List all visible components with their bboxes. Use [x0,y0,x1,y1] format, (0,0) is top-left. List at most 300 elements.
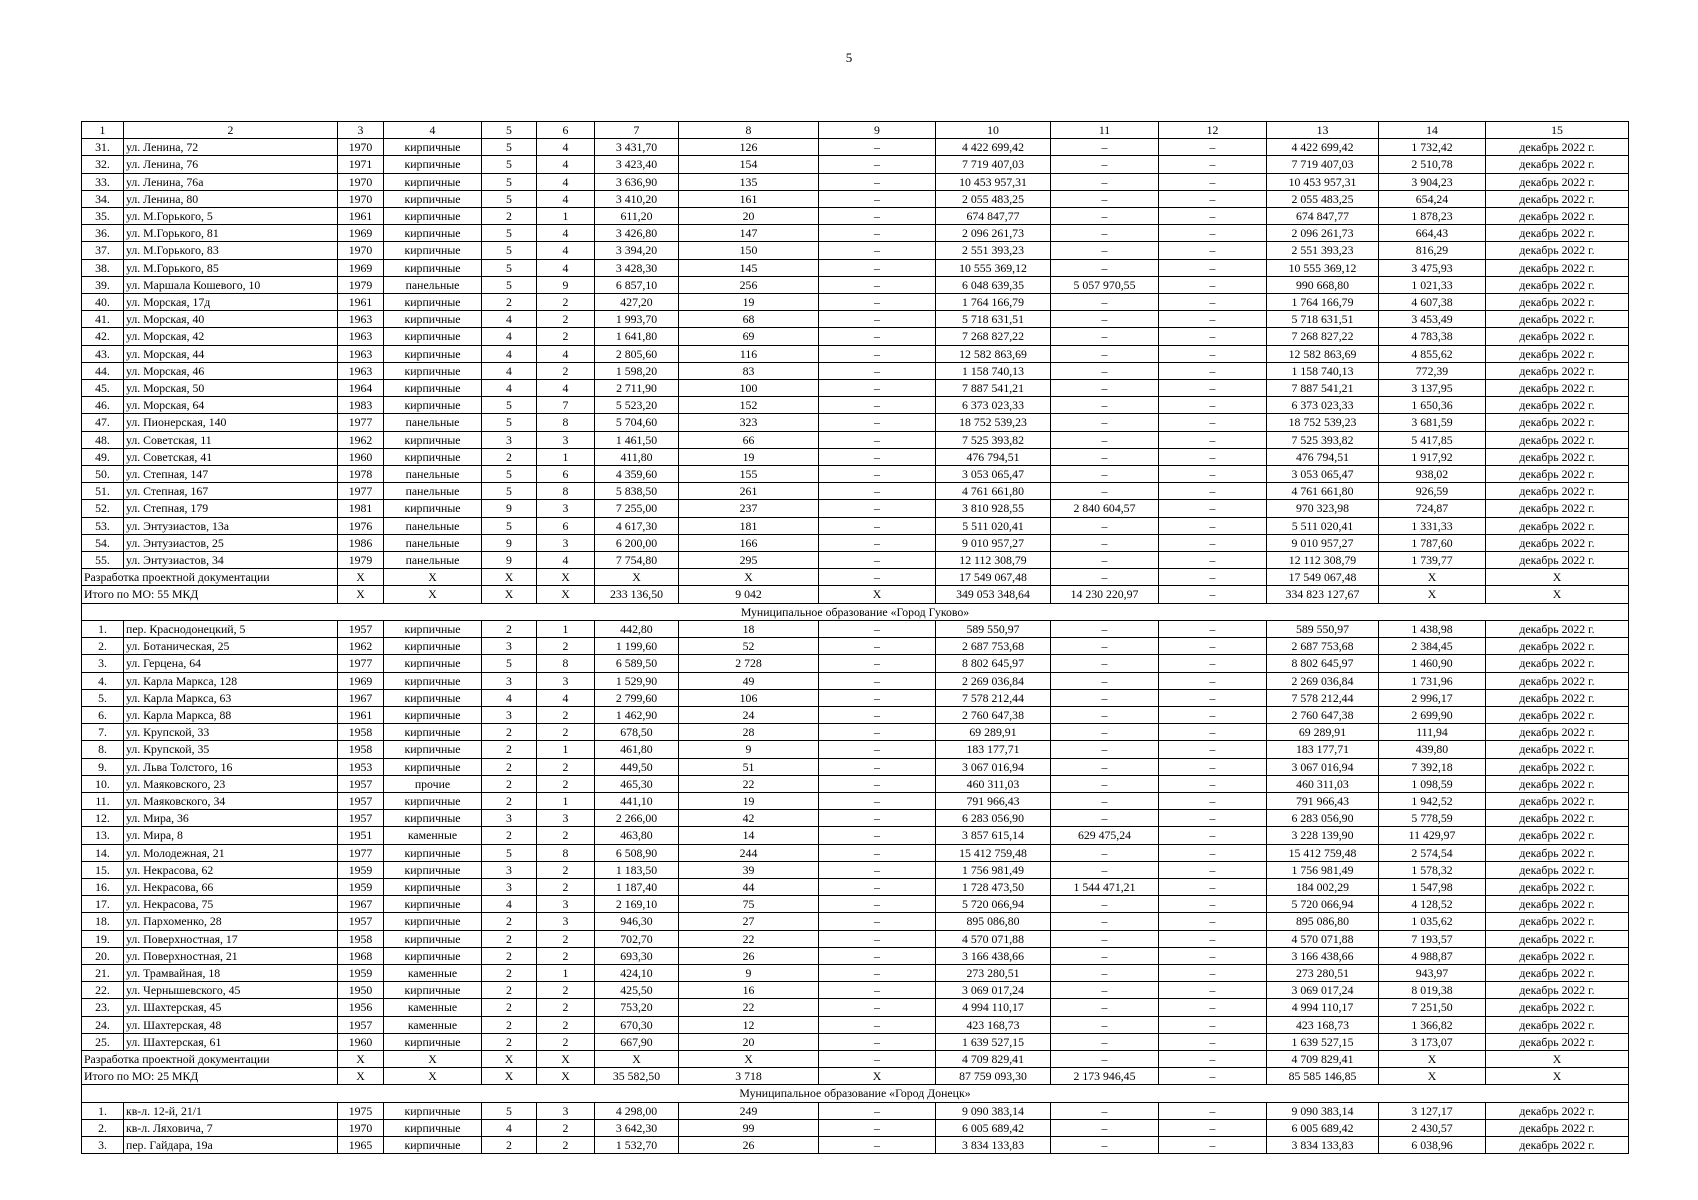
table-cell: 1951 [338,827,384,844]
table-cell: 152 [679,397,819,414]
table-cell: – [1051,345,1159,362]
table-cell: 2 [537,861,595,878]
table-row [82,242,1629,259]
table-cell: 8 802 645,97 [1267,655,1379,672]
table-row [82,362,1629,379]
table-row [82,964,1629,981]
table-cell: декабрь 2022 г. [1486,758,1629,775]
table-cell: 256 [679,276,819,293]
address-cell: ул. Морская, 17д [124,294,338,311]
table-cell: 7 193,57 [1379,930,1486,947]
address-cell: ул. Крупской, 35 [124,741,338,758]
table-cell: – [1159,706,1267,723]
table-row [82,380,1629,397]
table-cell: кирпичные [384,156,482,173]
table-cell: 4 [482,345,537,362]
table-cell: – [1159,242,1267,259]
table-cell: 1963 [338,311,384,328]
table-cell: 1957 [338,810,384,827]
table-cell: – [1159,827,1267,844]
table-cell: 3 834 133,83 [936,1136,1051,1153]
row-number: 21. [82,964,124,981]
table-cell: 5 [482,517,537,534]
table-cell: 2 [537,930,595,947]
table-cell: декабрь 2022 г. [1486,638,1629,655]
table-cell: 10 555 369,12 [1267,259,1379,276]
table-cell: декабрь 2022 г. [1486,982,1629,999]
summary-cell: 4 709 829,41 [1267,1050,1379,1067]
summary-cell: 14 230 220,97 [1051,586,1159,603]
address-cell: ул. Некрасова, 66 [124,878,338,895]
address-cell: пер. Краснодонецкий, 5 [124,620,338,637]
summary-cell: 9 042 [679,586,819,603]
summary-cell: X [1486,569,1629,586]
table-cell: 7 255,00 [595,500,679,517]
row-number: 33. [82,173,124,190]
summary-cell: X [338,569,384,586]
table-cell: – [1051,173,1159,190]
address-cell: ул. Шахтерская, 48 [124,1016,338,1033]
table-cell: кирпичные [384,896,482,913]
table-cell: кирпичные [384,638,482,655]
table-cell: – [819,930,936,947]
table-cell: 1960 [338,1033,384,1050]
table-cell: – [1159,362,1267,379]
table-cell: кирпичные [384,345,482,362]
table-cell: – [1051,913,1159,930]
table-cell: 654,24 [1379,190,1486,207]
table-cell: – [1051,689,1159,706]
summary-cell: X [1379,1068,1486,1085]
table-cell: 49 [679,672,819,689]
table-cell: 183 177,71 [1267,741,1379,758]
table-cell: 1 098,59 [1379,775,1486,792]
address-cell: ул. Поверхностная, 17 [124,930,338,947]
table-cell: 1 461,50 [595,431,679,448]
table-cell: 1963 [338,345,384,362]
table-cell: 6 [537,466,595,483]
row-number: 24. [82,1016,124,1033]
table-cell: 1 183,50 [595,861,679,878]
table-cell: 2 430,57 [1379,1119,1486,1136]
table-cell: 2 269 036,84 [1267,672,1379,689]
table-cell: 7 887 541,21 [936,380,1051,397]
table-cell: кирпичные [384,448,482,465]
row-number: 34. [82,190,124,207]
table-cell: – [819,672,936,689]
table-cell: – [819,896,936,913]
table-cell: 1962 [338,431,384,448]
row-number: 49. [82,448,124,465]
table-cell: 724,87 [1379,500,1486,517]
table-cell: – [1051,1119,1159,1136]
table-cell: 674 847,77 [936,208,1051,225]
table-cell: 183 177,71 [936,741,1051,758]
table-cell: декабрь 2022 г. [1486,655,1629,672]
address-cell: ул. Шахтерская, 45 [124,999,338,1016]
table-cell: 3 166 438,66 [936,947,1051,964]
table-cell: – [819,466,936,483]
table-cell: декабрь 2022 г. [1486,259,1629,276]
table-cell: 4 994 110,17 [1267,999,1379,1016]
table-cell: 5 704,60 [595,414,679,431]
table-cell: 9 010 957,27 [1267,534,1379,551]
table-cell: 423 168,73 [936,1016,1051,1033]
address-cell: ул. Пархоменко, 28 [124,913,338,930]
table-cell: 1 731,96 [1379,672,1486,689]
table-cell: кирпичные [384,724,482,741]
table-cell: кирпичные [384,947,482,964]
table-cell: декабрь 2022 г. [1486,483,1629,500]
summary-cell: X [1379,569,1486,586]
table-cell: 22 [679,775,819,792]
table-cell: – [819,982,936,999]
row-number: 39. [82,276,124,293]
table-cell: 145 [679,259,819,276]
summary-cell: X [384,1050,482,1067]
table-cell: 12 582 863,69 [936,345,1051,362]
table-cell: – [1051,534,1159,551]
table-cell: 3 [537,672,595,689]
table-cell: – [819,156,936,173]
row-number: 53. [82,517,124,534]
table-cell: 2 805,60 [595,345,679,362]
table-cell: 1 532,70 [595,1136,679,1153]
column-number-header: 4 [384,122,482,139]
table-cell: 1 993,70 [595,311,679,328]
table-cell: 5 [482,190,537,207]
table-cell: – [1051,620,1159,637]
table-cell: 19 [679,792,819,809]
table-cell: 2 [537,827,595,844]
table-cell: 166 [679,534,819,551]
table-cell: – [1051,380,1159,397]
table-cell: 1 878,23 [1379,208,1486,225]
table-cell: кирпичные [384,706,482,723]
table-cell: 2 799,60 [595,689,679,706]
table-cell: 1958 [338,930,384,947]
address-cell: ул. Степная, 179 [124,500,338,517]
table-cell: 1 438,98 [1379,620,1486,637]
table-cell: – [1051,672,1159,689]
table-cell: 4 [537,259,595,276]
address-cell: ул. Карла Маркса, 63 [124,689,338,706]
table-cell: 135 [679,173,819,190]
table-cell: 2 169,10 [595,896,679,913]
table-cell: – [1159,672,1267,689]
table-cell: 693,30 [595,947,679,964]
table-row [82,655,1629,672]
table-cell: панельные [384,517,482,534]
table-cell: – [1159,1136,1267,1153]
table-cell: прочие [384,775,482,792]
table-cell: 7 578 212,44 [936,689,1051,706]
table-cell: 2 [537,1136,595,1153]
table-cell: кирпичные [384,259,482,276]
repair-schedule-table-wrap [81,121,1628,1154]
table-cell: 1979 [338,276,384,293]
table-cell: 674 847,77 [1267,208,1379,225]
table-cell: 4 [537,345,595,362]
address-cell: ул. Морская, 40 [124,311,338,328]
table-cell: 11 429,97 [1379,827,1486,844]
table-cell: 3 [537,534,595,551]
table-cell: 2 055 483,25 [1267,190,1379,207]
table-cell: 5 718 631,51 [1267,311,1379,328]
table-cell: 2 574,54 [1379,844,1486,861]
address-cell: ул. Степная, 167 [124,483,338,500]
table-cell: 4 [482,362,537,379]
table-cell: – [819,1136,936,1153]
table-cell: 3 127,17 [1379,1102,1486,1119]
table-cell: 3 857 615,14 [936,827,1051,844]
table-cell: – [1159,225,1267,242]
table-cell: кирпичные [384,878,482,895]
table-cell: 1979 [338,552,384,569]
table-cell: 5 [482,844,537,861]
table-cell: 5 [482,225,537,242]
address-cell: ул. Ленина, 76а [124,173,338,190]
table-cell: 12 [679,1016,819,1033]
table-cell: 1 [537,741,595,758]
table-cell: – [819,947,936,964]
table-row [82,173,1629,190]
table-cell: кирпичные [384,620,482,637]
address-cell: кв-л. Ляховича, 7 [124,1119,338,1136]
table-cell: 423 168,73 [1267,1016,1379,1033]
summary-cell: – [1051,1050,1159,1067]
table-cell: 5 720 066,94 [1267,896,1379,913]
column-number-header: 15 [1486,122,1629,139]
address-cell: ул. Пионерская, 140 [124,414,338,431]
summary-cell: – [1159,1068,1267,1085]
table-cell: 6 373 023,33 [936,397,1051,414]
table-cell: – [1159,844,1267,861]
table-cell: – [819,964,936,981]
table-cell: 5 511 020,41 [936,517,1051,534]
table-cell: – [1159,775,1267,792]
table-cell: декабрь 2022 г. [1486,861,1629,878]
table-cell: – [819,1016,936,1033]
table-cell: – [1159,999,1267,1016]
table-cell: 6 373 023,33 [1267,397,1379,414]
table-cell: 2 [537,878,595,895]
table-cell: – [1159,173,1267,190]
row-number: 3. [82,1136,124,1153]
table-cell: – [819,638,936,655]
table-cell: 3 [482,672,537,689]
table-cell: 3 834 133,83 [1267,1136,1379,1153]
table-cell: – [1051,964,1159,981]
table-cell: – [1159,896,1267,913]
table-cell: 2 [482,792,537,809]
summary-cell: X [482,1068,537,1085]
table-cell: 9 [679,741,819,758]
table-cell: 3 [537,1102,595,1119]
table-cell: – [819,414,936,431]
summary-cell: 2 173 946,45 [1051,1068,1159,1085]
table-cell: 2 996,17 [1379,689,1486,706]
table-cell: – [819,689,936,706]
table-cell: 1953 [338,758,384,775]
table-cell: – [819,999,936,1016]
table-cell: – [1159,431,1267,448]
table-cell: 2 096 261,73 [1267,225,1379,242]
table-cell: 1957 [338,913,384,930]
table-cell: 6 283 056,90 [1267,810,1379,827]
table-row [82,517,1629,534]
table-cell: 19 [679,448,819,465]
table-cell: 26 [679,1136,819,1153]
table-cell: 476 794,51 [1267,448,1379,465]
address-cell: ул. Чернышевского, 45 [124,982,338,999]
table-cell: – [1051,706,1159,723]
table-cell: 1 739,77 [1379,552,1486,569]
table-cell: 9 090 383,14 [1267,1102,1379,1119]
table-cell: 3 137,95 [1379,380,1486,397]
table-cell: 427,20 [595,294,679,311]
table-cell: – [1159,139,1267,156]
table-cell: 2 [482,208,537,225]
table-cell: – [1051,861,1159,878]
address-cell: ул. Ленина, 80 [124,190,338,207]
table-cell: 3 410,20 [595,190,679,207]
table-cell: – [1159,861,1267,878]
table-cell: 4 128,52 [1379,896,1486,913]
table-cell: кирпичные [384,431,482,448]
table-cell: декабрь 2022 г. [1486,810,1629,827]
table-cell: 5 [482,139,537,156]
table-row [82,706,1629,723]
table-cell: – [819,225,936,242]
table-cell: 261 [679,483,819,500]
address-cell: ул. М.Горького, 85 [124,259,338,276]
address-cell: ул. Маяковского, 23 [124,775,338,792]
table-row [82,1102,1629,1119]
table-cell: – [1159,483,1267,500]
address-cell: ул. Некрасова, 62 [124,861,338,878]
table-cell: 926,59 [1379,483,1486,500]
table-cell: – [1051,448,1159,465]
summary-cell: X [537,586,595,603]
table-cell: 1959 [338,861,384,878]
row-number: 22. [82,982,124,999]
table-cell: 1 529,90 [595,672,679,689]
table-cell: 1975 [338,1102,384,1119]
table-cell: 2 [537,758,595,775]
table-cell: 6 589,50 [595,655,679,672]
table-cell: кирпичные [384,380,482,397]
table-cell: – [819,431,936,448]
table-cell: 1 547,98 [1379,878,1486,895]
page-number: 5 [845,50,853,65]
table-cell: декабрь 2022 г. [1486,208,1629,225]
column-number-header: 1 [82,122,124,139]
column-number-header: 5 [482,122,537,139]
table-cell: 154 [679,156,819,173]
table-cell: 4 994 110,17 [936,999,1051,1016]
summary-cell: – [1159,1050,1267,1067]
table-cell: – [1159,466,1267,483]
table-cell: 5 [482,655,537,672]
table-cell: 100 [679,380,819,397]
table-cell: 1 [537,448,595,465]
table-cell: 3 173,07 [1379,1033,1486,1050]
table-cell: 5 [482,173,537,190]
table-cell: – [819,706,936,723]
row-number: 8. [82,741,124,758]
table-cell: 1 [537,964,595,981]
summary-cell: – [1159,586,1267,603]
table-cell: 1 764 166,79 [936,294,1051,311]
table-cell: кирпичные [384,741,482,758]
table-cell: 2 266,00 [595,810,679,827]
table-cell: кирпичные [384,689,482,706]
table-cell: 1959 [338,878,384,895]
table-cell: 4 [482,328,537,345]
row-number: 35. [82,208,124,225]
table-cell: декабрь 2022 г. [1486,775,1629,792]
table-cell: 99 [679,1119,819,1136]
table-cell: 1 764 166,79 [1267,294,1379,311]
table-cell: – [1159,638,1267,655]
summary-row [82,1050,1629,1067]
table-cell: 2 [482,1136,537,1153]
table-cell: 7 392,18 [1379,758,1486,775]
table-cell: – [1051,1102,1159,1119]
summary-cell: X [1486,1050,1629,1067]
table-cell: 2 [537,311,595,328]
summary-cell: X [384,1068,482,1085]
address-cell: ул. Маяковского, 34 [124,792,338,809]
table-cell: 273 280,51 [1267,964,1379,981]
table-cell: 1 [537,208,595,225]
table-cell: – [819,1102,936,1119]
table-cell: декабрь 2022 г. [1486,380,1629,397]
table-row [82,672,1629,689]
table-cell: 4 607,38 [1379,294,1486,311]
table-cell: 10 555 369,12 [936,259,1051,276]
table-cell: 1971 [338,156,384,173]
table-cell: 1981 [338,500,384,517]
row-number: 18. [82,913,124,930]
table-cell: – [819,294,936,311]
table-cell: 2 687 753,68 [1267,638,1379,655]
table-cell: 3 904,23 [1379,173,1486,190]
table-cell: 611,20 [595,208,679,225]
table-cell: 1961 [338,208,384,225]
summary-cell: X [537,1050,595,1067]
table-cell: кирпичные [384,1136,482,1153]
table-cell: 3 [537,431,595,448]
table-cell: – [1159,345,1267,362]
row-number: 25. [82,1033,124,1050]
table-cell: 943,97 [1379,964,1486,981]
header-row [82,122,1629,139]
table-cell: – [1051,328,1159,345]
table-body [82,122,1629,1154]
row-number: 3. [82,655,124,672]
table-cell: 3 426,80 [595,225,679,242]
table-cell: – [1051,1136,1159,1153]
table-cell: 14 [679,827,819,844]
table-cell: – [819,380,936,397]
table-cell: – [819,345,936,362]
table-cell: 295 [679,552,819,569]
table-cell: 1 756 981,49 [1267,861,1379,878]
table-row [82,328,1629,345]
table-cell: 7 525 393,82 [936,431,1051,448]
